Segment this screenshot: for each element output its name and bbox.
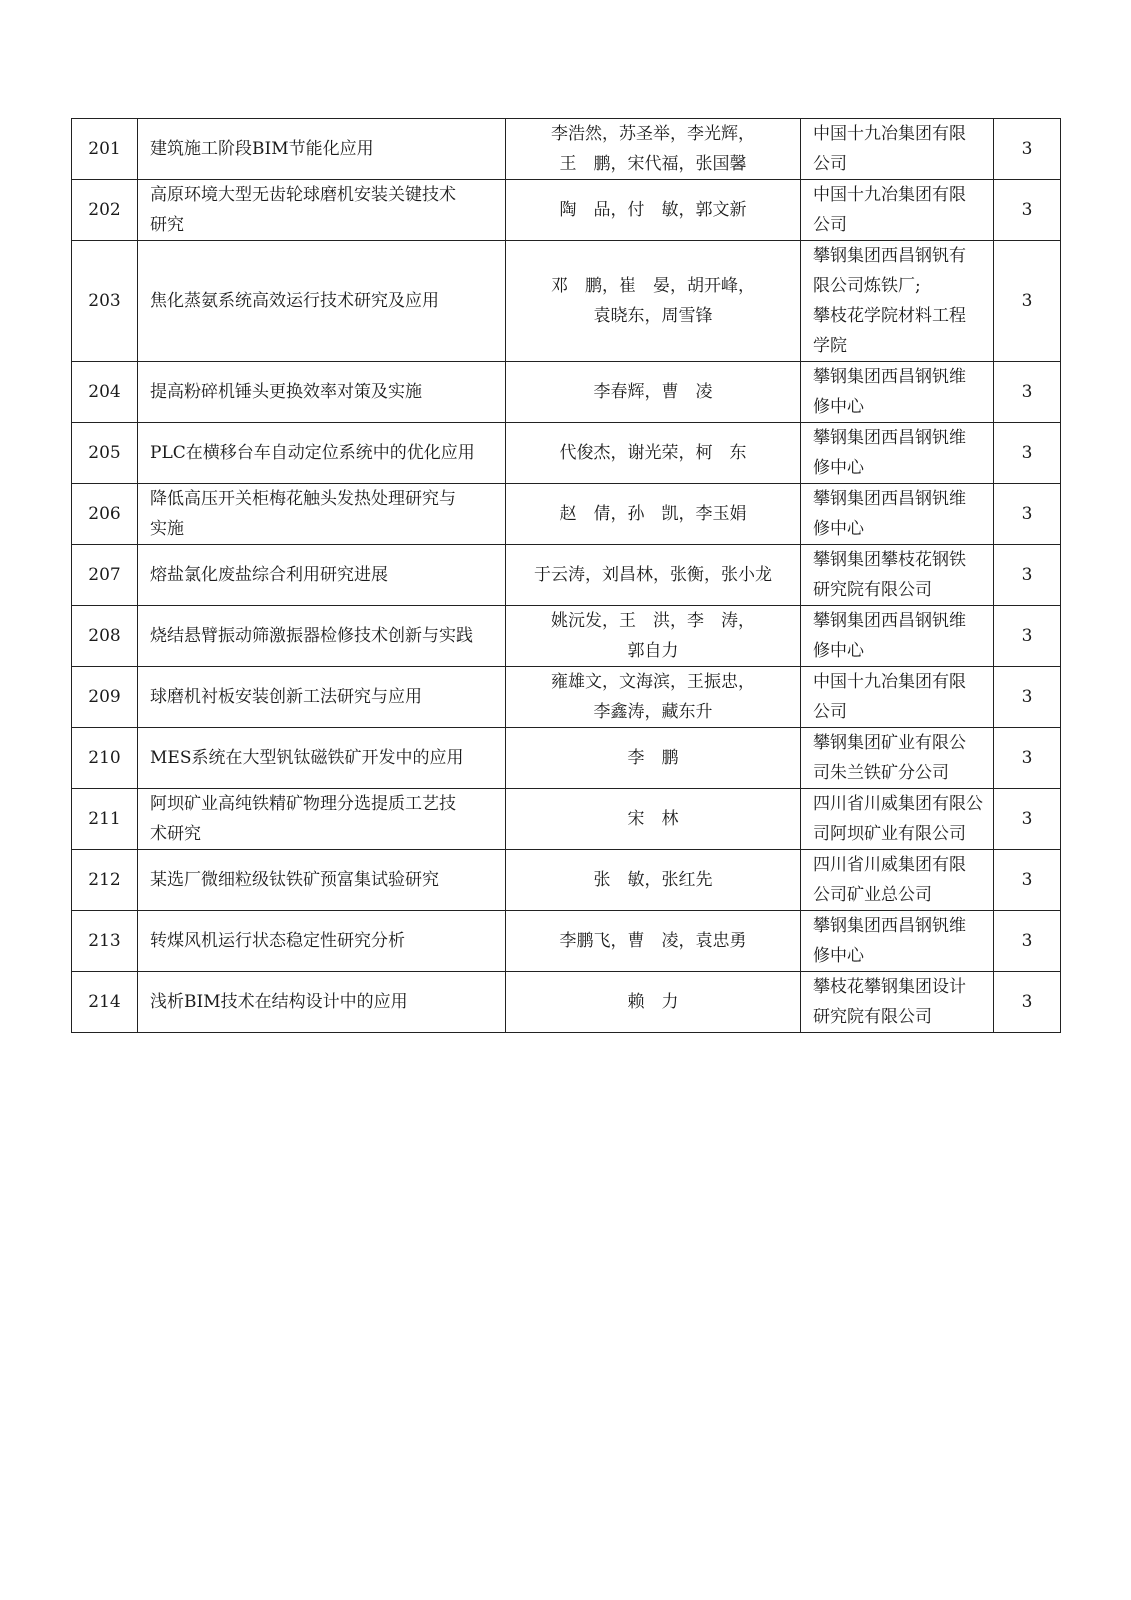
organization-line: 攀钢集团西昌钢钒维 <box>813 916 966 936</box>
organization-line: 研究院有限公司 <box>813 1007 932 1027</box>
organization-line: 中国十九冶集团有限 <box>813 124 966 144</box>
paper-title <box>138 545 506 606</box>
authors-line: 邓 鹏，崔 晏，胡开峰， <box>551 276 755 296</box>
award-grade: 3 <box>994 911 1061 972</box>
entry-number: 212 <box>72 850 138 911</box>
entry-number: 208 <box>72 606 138 667</box>
organization <box>801 667 994 728</box>
paper-title <box>138 362 506 423</box>
authors-line: 赵 倩，孙 凯，李玉娟 <box>559 504 747 524</box>
authors-line: 赖 力 <box>627 992 679 1012</box>
award-grade: 3 <box>994 789 1061 850</box>
award-grade: 3 <box>994 606 1061 667</box>
paper-title <box>138 423 506 484</box>
entry-number: 211 <box>72 789 138 850</box>
table-row <box>72 728 1061 789</box>
authors-line: 雍雄文，文海滨，王振忠， <box>551 672 755 692</box>
table-row <box>72 362 1061 423</box>
authors-line: 李鑫涛，藏东升 <box>593 702 713 722</box>
paper-title <box>138 119 506 180</box>
organization <box>801 850 994 911</box>
authors <box>506 119 801 180</box>
authors <box>506 972 801 1033</box>
paper-title-line: MES系统在大型钒钛磁铁矿开发中的应用 <box>150 748 464 768</box>
organization-line: 限公司炼铁厂; <box>813 276 921 296</box>
award-list-page <box>71 118 1060 1033</box>
authors-line: 李浩然，苏圣举，李光辉， <box>551 124 755 144</box>
entry-number: 209 <box>72 667 138 728</box>
authors <box>506 423 801 484</box>
entry-number: 202 <box>72 180 138 241</box>
table-row <box>72 789 1061 850</box>
authors <box>506 180 801 241</box>
award-grade: 3 <box>994 728 1061 789</box>
table-row <box>72 423 1061 484</box>
organization <box>801 728 994 789</box>
paper-title-line: 建筑施工阶段BIM节能化应用 <box>150 139 374 159</box>
paper-title-line: 转煤风机运行状态稳定性研究分析 <box>150 931 405 951</box>
organization <box>801 789 994 850</box>
entry-number: 206 <box>72 484 138 545</box>
organization-line: 中国十九冶集团有限 <box>813 672 966 692</box>
paper-title <box>138 850 506 911</box>
table-row <box>72 667 1061 728</box>
organization-line: 学院 <box>813 336 847 356</box>
organization-line: 公司 <box>813 702 847 722</box>
authors-line: 陶 品，付 敏，郭文新 <box>559 200 747 220</box>
authors <box>506 484 801 545</box>
award-grade: 3 <box>994 119 1061 180</box>
authors <box>506 241 801 362</box>
paper-title <box>138 972 506 1033</box>
organization-line: 攀钢集团西昌钢钒维 <box>813 428 966 448</box>
table-row <box>72 972 1061 1033</box>
organization-line: 司朱兰铁矿分公司 <box>813 763 949 783</box>
paper-title <box>138 606 506 667</box>
entry-number: 210 <box>72 728 138 789</box>
paper-title-line: 阿坝矿业高纯铁精矿物理分选提质工艺技 <box>150 794 456 814</box>
authors-line: 郭自力 <box>627 641 679 661</box>
authors <box>506 545 801 606</box>
paper-title <box>138 728 506 789</box>
organization-line: 公司 <box>813 154 847 174</box>
organization <box>801 484 994 545</box>
paper-title-line: PLC在横移台车自动定位系统中的优化应用 <box>150 443 475 463</box>
paper-title-line: 提高粉碎机锤头更换效率对策及实施 <box>150 382 422 402</box>
table-row <box>72 606 1061 667</box>
paper-title-line: 球磨机衬板安装创新工法研究与应用 <box>150 687 422 707</box>
table-row <box>72 241 1061 362</box>
authors <box>506 667 801 728</box>
paper-title <box>138 241 506 362</box>
table-row <box>72 119 1061 180</box>
award-grade: 3 <box>994 545 1061 606</box>
entry-number: 213 <box>72 911 138 972</box>
organization-line: 中国十九冶集团有限 <box>813 185 966 205</box>
award-grade: 3 <box>994 180 1061 241</box>
table-row <box>72 180 1061 241</box>
organization <box>801 606 994 667</box>
authors <box>506 789 801 850</box>
paper-title <box>138 789 506 850</box>
award-table <box>71 118 1061 1033</box>
paper-title <box>138 484 506 545</box>
organization-line: 修中心 <box>813 946 864 966</box>
table-row <box>72 911 1061 972</box>
paper-title-line: 术研究 <box>150 824 201 844</box>
organization-line: 攀钢集团西昌钢钒维 <box>813 611 966 631</box>
organization-line: 修中心 <box>813 641 864 661</box>
paper-title-line: 高原环境大型无齿轮球磨机安装关键技术 <box>150 185 456 205</box>
paper-title-line: 浅析BIM技术在结构设计中的应用 <box>150 992 408 1012</box>
entry-number: 207 <box>72 545 138 606</box>
organization-line: 司阿坝矿业有限公司 <box>813 824 966 844</box>
entry-number: 204 <box>72 362 138 423</box>
authors-line: 于云涛，刘昌林，张衡，张小龙 <box>534 565 772 585</box>
paper-title-line: 降低高压开关柜梅花触头发热处理研究与 <box>150 489 456 509</box>
organization <box>801 911 994 972</box>
organization <box>801 241 994 362</box>
award-table-body <box>72 119 1061 1033</box>
organization-line: 攀钢集团西昌钢钒有 <box>813 246 966 266</box>
authors-line: 代俊杰，谢光荣，柯 东 <box>559 443 747 463</box>
paper-title <box>138 911 506 972</box>
paper-title <box>138 667 506 728</box>
organization <box>801 545 994 606</box>
authors-line: 李鹏飞，曹 凌，袁忠勇 <box>559 931 747 951</box>
paper-title-line: 某选厂微细粒级钛铁矿预富集试验研究 <box>150 870 439 890</box>
authors <box>506 911 801 972</box>
organization-line: 研究院有限公司 <box>813 580 932 600</box>
table-row <box>72 545 1061 606</box>
paper-title-line: 熔盐氯化废盐综合利用研究进展 <box>150 565 388 585</box>
award-grade: 3 <box>994 850 1061 911</box>
paper-title <box>138 180 506 241</box>
award-grade: 3 <box>994 667 1061 728</box>
paper-title-line: 研究 <box>150 215 184 235</box>
organization-line: 攀钢集团西昌钢钒维 <box>813 367 966 387</box>
table-row <box>72 850 1061 911</box>
authors <box>506 728 801 789</box>
organization <box>801 423 994 484</box>
organization-line: 公司矿业总公司 <box>813 885 932 905</box>
authors <box>506 606 801 667</box>
authors <box>506 850 801 911</box>
authors-line: 宋 林 <box>627 809 679 829</box>
organization-line: 攀枝花攀钢集团设计 <box>813 977 966 997</box>
paper-title-line: 焦化蒸氨系统高效运行技术研究及应用 <box>150 291 439 311</box>
organization <box>801 119 994 180</box>
entry-number: 214 <box>72 972 138 1033</box>
authors-line: 李春辉，曹 凌 <box>593 382 713 402</box>
entry-number: 203 <box>72 241 138 362</box>
paper-title-line: 烧结悬臂振动筛激振器检修技术创新与实践 <box>150 626 473 646</box>
authors-line: 王 鹏，宋代福，张国馨 <box>559 154 747 174</box>
entry-number: 201 <box>72 119 138 180</box>
award-grade: 3 <box>994 972 1061 1033</box>
organization-line: 修中心 <box>813 458 864 478</box>
organization <box>801 972 994 1033</box>
organization <box>801 362 994 423</box>
organization-line: 四川省川威集团有限 <box>813 855 966 875</box>
organization-line: 四川省川威集团有限公 <box>813 794 983 814</box>
award-grade: 3 <box>994 241 1061 362</box>
authors-line: 姚沅发，王 洪，李 涛， <box>551 611 755 631</box>
entry-number: 205 <box>72 423 138 484</box>
award-grade: 3 <box>994 484 1061 545</box>
organization-line: 攀钢集团西昌钢钒维 <box>813 489 966 509</box>
authors-line: 李 鹏 <box>627 748 679 768</box>
table-row <box>72 484 1061 545</box>
authors-line: 袁晓东，周雪锋 <box>593 306 713 326</box>
organization-line: 攀钢集团攀枝花钢铁 <box>813 550 966 570</box>
organization-line: 攀枝花学院材料工程 <box>813 306 966 326</box>
organization <box>801 180 994 241</box>
organization-line: 攀钢集团矿业有限公 <box>813 733 966 753</box>
organization-line: 修中心 <box>813 519 864 539</box>
authors-line: 张 敏，张红先 <box>593 870 713 890</box>
paper-title-line: 实施 <box>150 519 184 539</box>
organization-line: 修中心 <box>813 397 864 417</box>
award-grade: 3 <box>994 423 1061 484</box>
authors <box>506 362 801 423</box>
organization-line: 公司 <box>813 215 847 235</box>
award-grade: 3 <box>994 362 1061 423</box>
